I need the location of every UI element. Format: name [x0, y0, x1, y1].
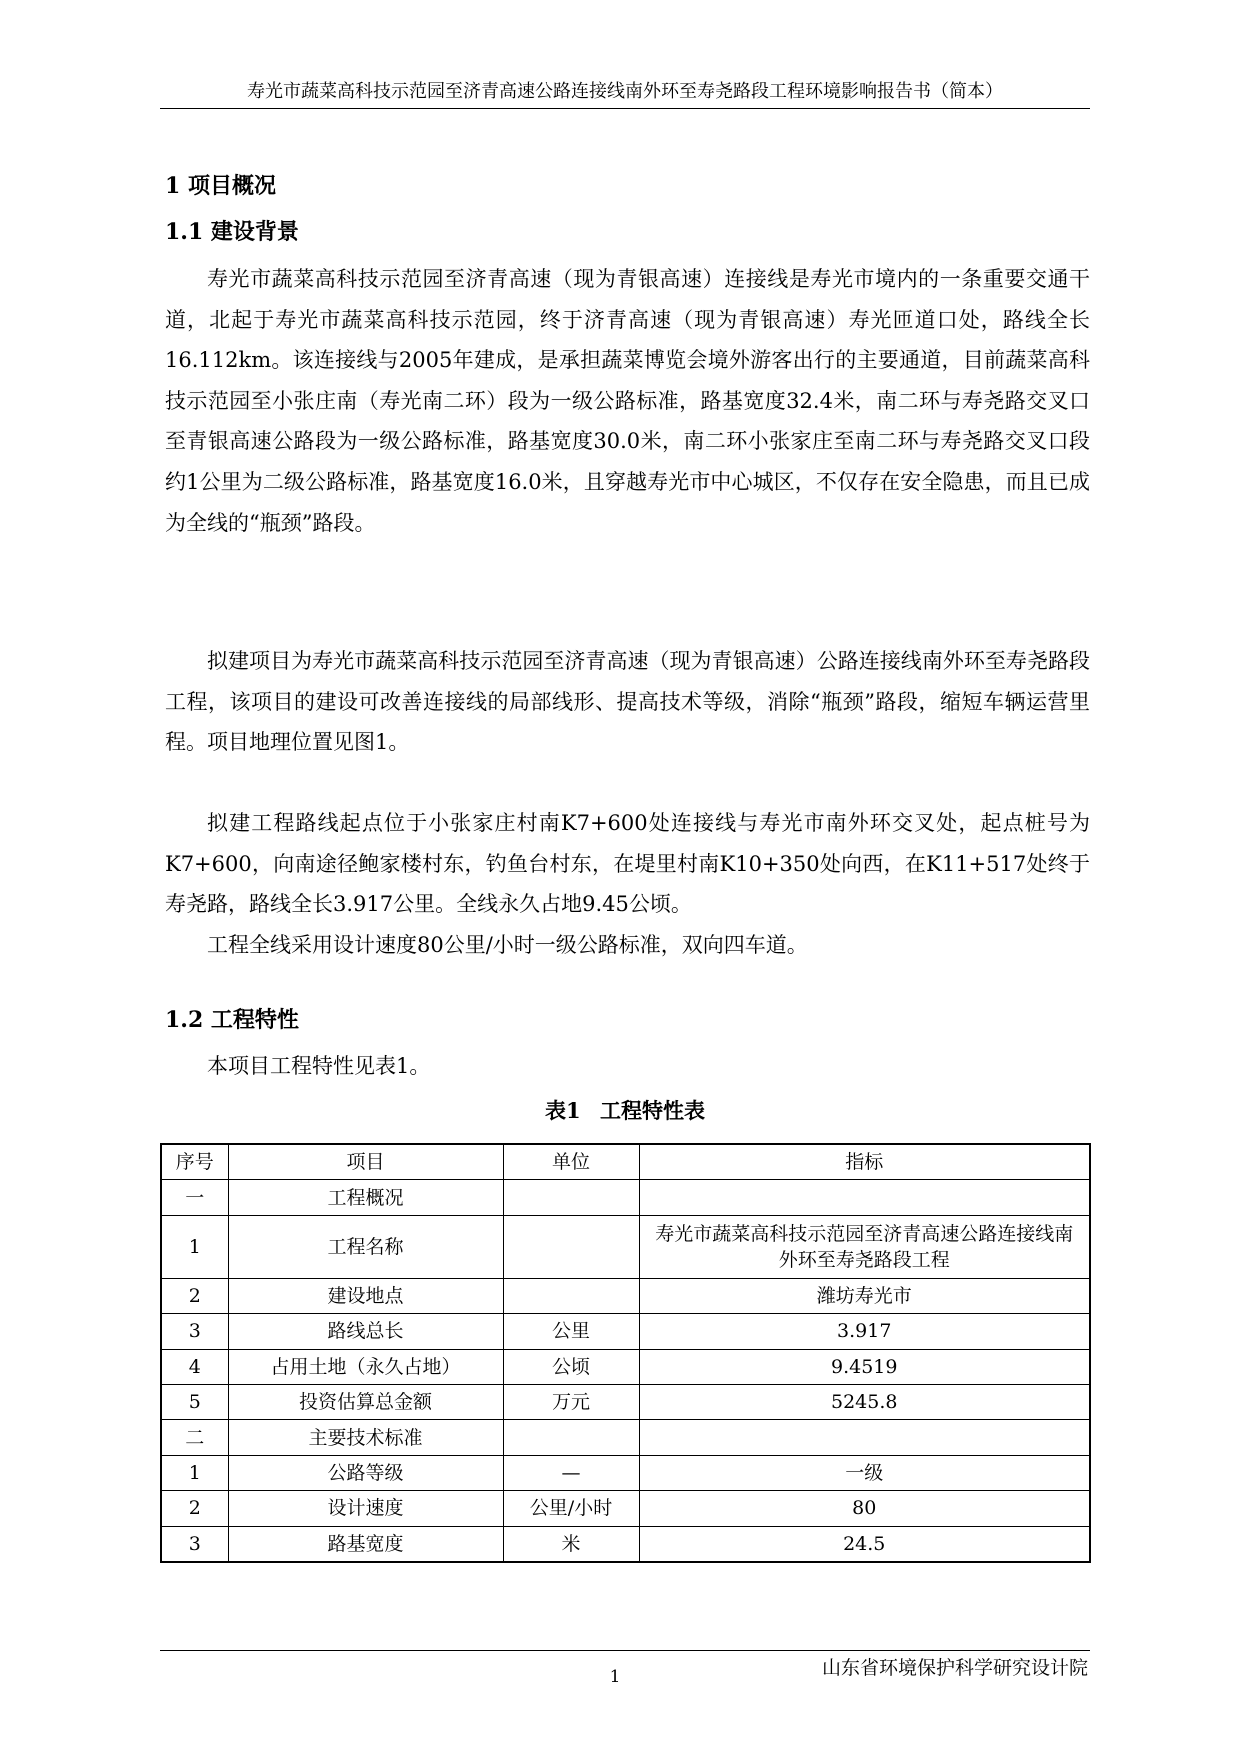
- feature-table: [160, 1143, 1091, 1563]
- table-cell: 工程名称: [228, 1215, 503, 1278]
- table-cell: 公里/小时: [503, 1491, 639, 1526]
- table-cell: —: [503, 1455, 639, 1490]
- table-cell: 主要技术标准: [228, 1420, 503, 1455]
- running-header: 寿光市蔬菜高科技示范园至济青高速公路连接线南外环至寿尧路段工程环境影响报告书（简本）: [247, 81, 1003, 102]
- table-cell: [503, 1278, 639, 1313]
- paragraph-background-3: 拟建工程路线起点位于小张家庄村南K7+600处连接线与寿光市南外环交叉处，起点桩号为K7+600，向南途径鲍家楼村东，钓鱼台村东，在堤里村南K10+350处向西，在K11+517处终于寿尧路，路线全长3.917公里。全线永久占地9.45公顷。: [165, 811, 1090, 917]
- table-cell: 2: [161, 1278, 228, 1313]
- table-row: [161, 1384, 1090, 1419]
- table-header-cell: 项目: [228, 1144, 503, 1180]
- table-header-cell: 单位: [503, 1144, 639, 1180]
- table-cell: 9.4519: [639, 1349, 1090, 1384]
- table-cell: [639, 1420, 1090, 1455]
- table-row: [161, 1349, 1090, 1384]
- table-cell: 2: [161, 1491, 228, 1526]
- table-cell: 路基宽度: [228, 1526, 503, 1562]
- table-cell: 5: [161, 1384, 228, 1419]
- table-cell: 1: [161, 1455, 228, 1490]
- table-cell: 一级: [639, 1455, 1090, 1490]
- table-cell: [503, 1180, 639, 1215]
- page-number: 1: [609, 1667, 621, 1687]
- table-cell: 万元: [503, 1384, 639, 1419]
- table-row: [161, 1420, 1090, 1455]
- table-row: [161, 1180, 1090, 1215]
- table-row: [161, 1526, 1090, 1562]
- footer-rule: [160, 1650, 1090, 1651]
- table-cell: 投资估算总金额: [228, 1384, 503, 1419]
- table-cell: 路线总长: [228, 1314, 503, 1349]
- table-cell: 80: [639, 1491, 1090, 1526]
- table-header-row: [161, 1144, 1090, 1180]
- table-cell: 3: [161, 1314, 228, 1349]
- table-cell: [639, 1180, 1090, 1215]
- table-row: [161, 1491, 1090, 1526]
- table-cell: 潍坊寿光市: [639, 1278, 1090, 1313]
- table-row: [161, 1278, 1090, 1313]
- table-header-cell: 序号: [161, 1144, 228, 1180]
- table-cell: 3: [161, 1526, 228, 1562]
- table-cell: 3.917: [639, 1314, 1090, 1349]
- table-cell: 公顷: [503, 1349, 639, 1384]
- table-cell: 24.5: [639, 1526, 1090, 1562]
- footer-institute: 山东省环境保护科学研究设计院: [821, 1657, 1088, 1679]
- table-header-cell: 指标: [639, 1144, 1090, 1180]
- table-cell: 占用土地（永久占地）: [228, 1349, 503, 1384]
- table-cell: 公里: [503, 1314, 639, 1349]
- table-row: [161, 1314, 1090, 1349]
- paragraph-background-1: 寿光市蔬菜高科技示范园至济青高速（现为青银高速）连接线是寿光市境内的一条重要交通干道，北起于寿光市蔬菜高科技示范园，终于济青高速（现为青银高速）寿光匝道口处，路线全长16.112km。该连接线与2005年建成，是承担蔬菜博览会境外游客出行的主要通道，目前蔬菜高科技示范园至小张庄南（寿光南二环）段为一级公路标准，路基宽度32.4米，南二环与寿尧路交叉口至青银高速公路段为一级公路标准，路基宽度30.0米，南二环小张家庄至南二环与寿尧路交叉口段约1公里为二级公路标准，路基宽度16.0米，且穿越寿光市中心城区，不仅存在安全隐患，而且已成为全线的“瓶颈”路段。: [165, 267, 1090, 535]
- table-cell: 一: [161, 1180, 228, 1215]
- section-heading-1-2: 1.2 工程特性: [165, 1007, 299, 1033]
- table-cell: 二: [161, 1420, 228, 1455]
- section-heading-1-1: 1.1 建设背景: [165, 219, 299, 245]
- table-cell: 米: [503, 1526, 639, 1562]
- table-row: [161, 1455, 1090, 1490]
- table-cell: 设计速度: [228, 1491, 503, 1526]
- table-cell: 4: [161, 1349, 228, 1384]
- table-cell: 建设地点: [228, 1278, 503, 1313]
- table-cell: 1: [161, 1215, 228, 1278]
- table-cell: [503, 1420, 639, 1455]
- table-cell: 工程概况: [228, 1180, 503, 1215]
- paragraph-features-intro: 本项目工程特性见表1。: [207, 1054, 431, 1078]
- table-cell: [503, 1215, 639, 1278]
- paragraph-background-2: 拟建项目为寿光市蔬菜高科技示范园至济青高速（现为青银高速）公路连接线南外环至寿尧路段工程，该项目的建设可改善连接线的局部线形、提高技术等级，消除“瓶颈”路段，缩短车辆运营里程。项目地理位置见图1。: [165, 649, 1090, 755]
- section-heading-1: 1 项目概况: [165, 173, 276, 199]
- table-cell: 公路等级: [228, 1455, 503, 1490]
- table-cell: 5245.8: [639, 1384, 1090, 1419]
- table-cell: 寿光市蔬菜高科技示范园至济青高速公路连接线南外环至寿尧路段工程: [639, 1215, 1090, 1278]
- header-rule: [160, 108, 1090, 109]
- paragraph-background-4: 工程全线采用设计速度80公里/小时一级公路标准，双向四车道。: [207, 933, 808, 957]
- table-caption: 表1 工程特性表: [545, 1098, 705, 1123]
- table-row: [161, 1215, 1090, 1278]
